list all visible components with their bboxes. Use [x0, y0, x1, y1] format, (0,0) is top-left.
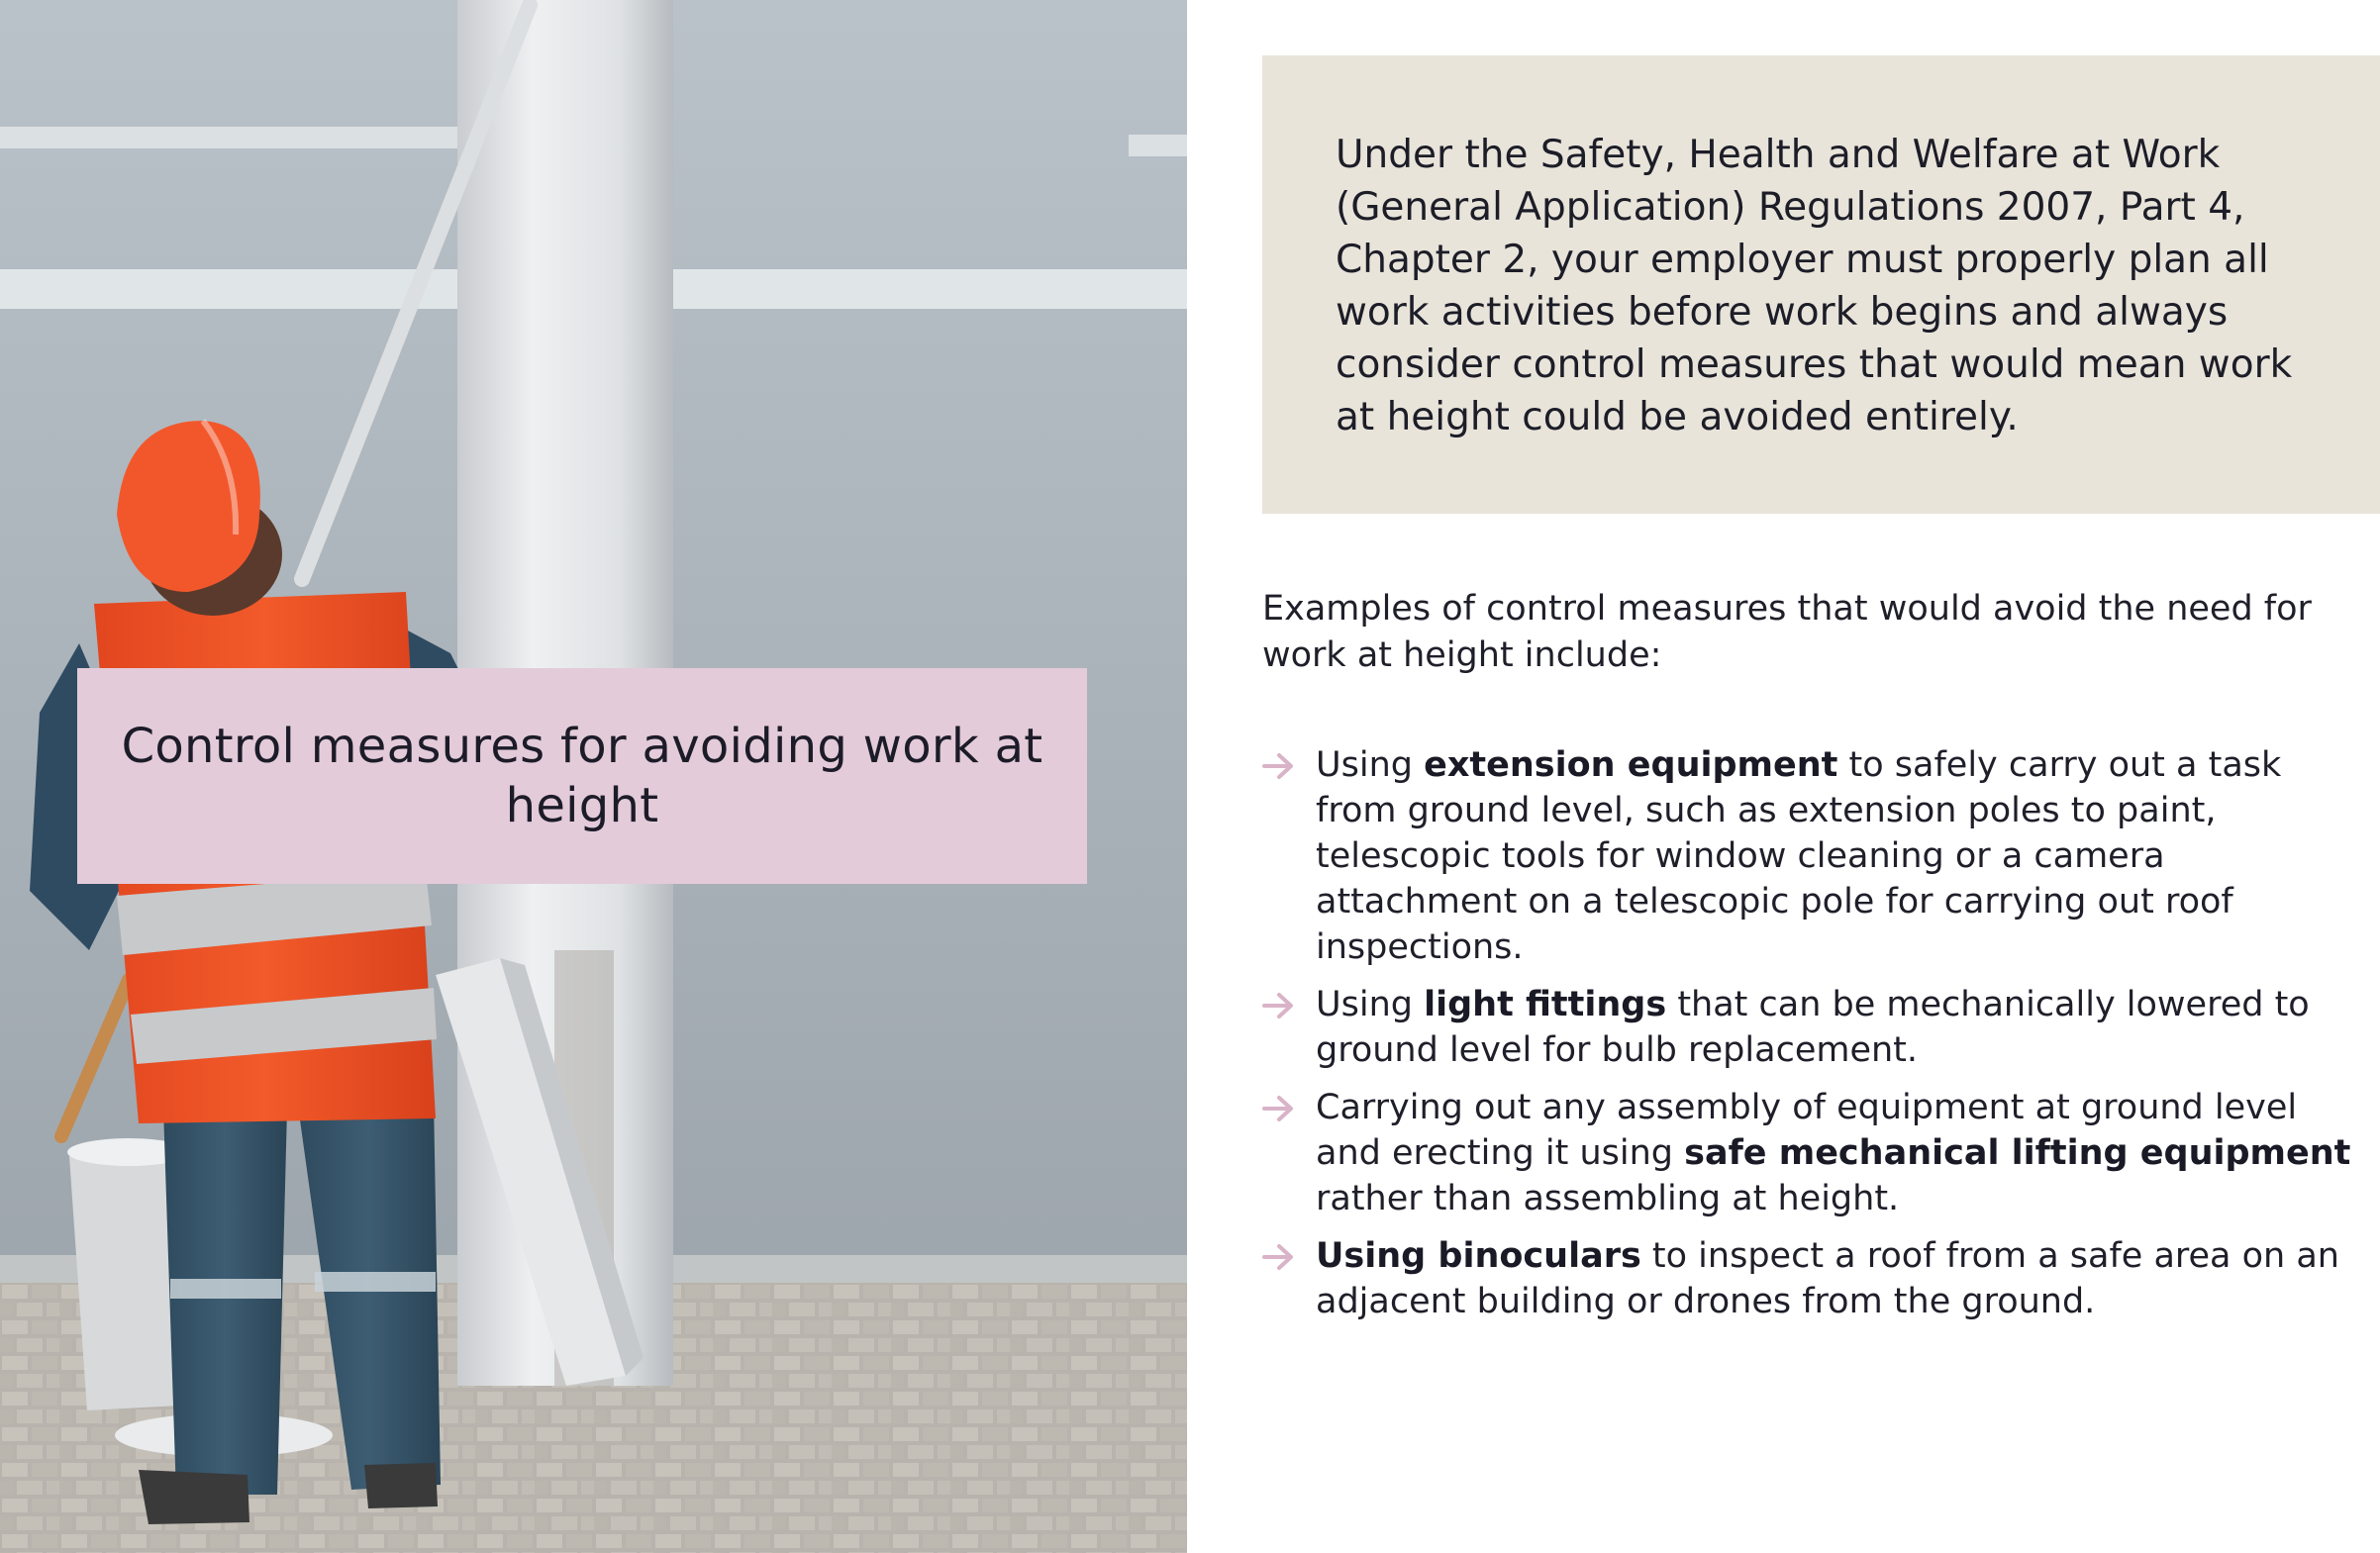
list-item-highlight: safe mechanical lifting equipment [1684, 1133, 2351, 1173]
callout-text: Under the Safety, Health and Welfare at Work (General Application) Regulations 2007, Part 4, Chapter 2, your employer must properly plan all work activities before work begins and always consider control measures that would mean work at height could be avoided entirely. [1336, 133, 2293, 439]
arrow-right-icon [1262, 1243, 1296, 1271]
list-item-highlight: light fittings [1424, 985, 1667, 1024]
intro-text: Examples of control measures that would avoid the need for work at height include: [1262, 589, 2312, 675]
list-item-highlight: extension equipment [1424, 745, 1838, 785]
list-item-text-before: Carrying out any assembly of equipment at ground level and erecting it using [1316, 1088, 2298, 1173]
hero-photo [0, 0, 1187, 1553]
title-banner [77, 668, 1087, 884]
list-item-text-after: that can be mechanically lowered to ground level for bulb replacement. [1316, 985, 2310, 1070]
list-item-text-before: Using [1316, 745, 1425, 785]
arrow-right-icon [1262, 752, 1296, 780]
list-item-text-after: rather than assembling at height. [1316, 1179, 1900, 1218]
list-item [1262, 1085, 2351, 1221]
list-item [1262, 742, 2351, 970]
regulation-callout [1262, 55, 2380, 514]
list-item-text-before: Using [1316, 985, 1425, 1024]
list-item [1262, 1233, 2351, 1324]
control-measures-list [1262, 742, 2351, 1336]
arrow-right-icon [1262, 1095, 1296, 1122]
list-item-highlight: Using binoculars [1316, 1236, 1641, 1276]
list-item-text-after: to safely carry out a task from ground level, such as extension poles to paint, telescopic tools for window cleaning or a camera attachment on a telescopic pole for carrying out roof inspections. [1316, 745, 2282, 967]
page-title: Control measures for avoiding work at height [121, 719, 1043, 833]
arrow-right-icon [1262, 992, 1296, 1019]
list-item-text-after: to inspect a roof from a safe area on an adjacent building or drones from the ground. [1316, 1236, 2339, 1321]
list-item [1262, 982, 2351, 1073]
